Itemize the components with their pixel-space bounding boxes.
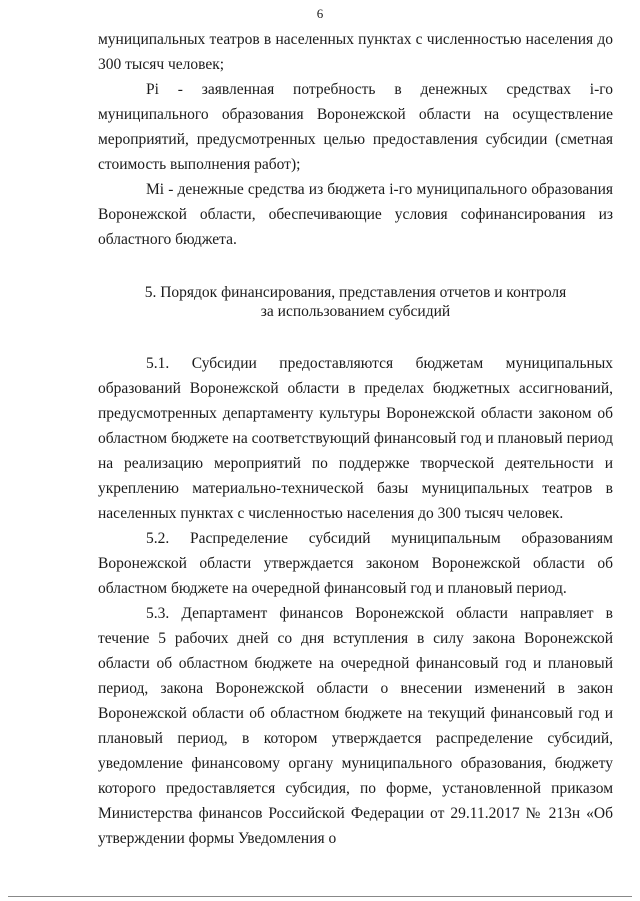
page-number: 6 <box>316 6 324 21</box>
paragraph-5-2: 5.2. Распределение субсидий муниципальным образованиям Воронежской области утверждается законом Воронежской области об областном бюджете на очередной финансовый год и плановый период. <box>98 530 613 597</box>
section-heading <box>98 283 613 321</box>
paragraph-5-1: 5.1. Субсидии предоставляются бюджетам муниципальных образований Воронежской области в пределах бюджетных ассигнований, предусмотренных департаменту культуры Воронежской области законом об областном бюджете на соответствующий финансовый год и плановый период на реализацию мероприятий по поддержке творческой деятельности и укреплению материально-технической базы муниципальных театров в населенных пунктах с численностью населения до 300 тысяч человек. <box>98 355 613 522</box>
paragraph-continuation: муниципальных театров в населенных пунктах с численностью населения до 300 тысяч человек; <box>98 31 613 73</box>
paragraph-5-3: 5.3. Департамент финансов Воронежской области направляет в течение 5 рабочих дней со дня вступления в силу закона Воронежской области об областном бюджете на очередной финансовый год и плановый период, закона Воронежской области о внесении изменений в закон Воронежской области об областном бюджете на текущий финансовый год и плановый период, в котором утверждается распределение субсидий, уведомление финансовому органу муниципального образования, бюджету которого предоставляется субсидия, по форме, установленной приказом Министерства финансов Российской Федерации от 29.11.2017 № 213н «Об утверждении формы Уведомления о <box>98 605 613 847</box>
section-heading-line-1: 5. Порядок финансирования, представления отчетов и контроля <box>144 284 567 301</box>
paragraph-pi-definition: Pi - заявленная потребность в денежных средствах i-го муниципального образования Воронежской области на осуществление мероприятий, предусмотренных целью предоставления субсидии (сметная стоимость выполнения работ); <box>98 81 613 173</box>
paragraph-mi-definition: Mi - денежные средства из бюджета i-го муниципального образования Воронежской области, обеспечивающие условия софинансирования из областного бюджета. <box>98 181 613 248</box>
page-bottom-rule <box>8 896 632 897</box>
document-body <box>98 27 613 851</box>
section-heading-line-2: за использованием субсидий <box>260 303 451 320</box>
